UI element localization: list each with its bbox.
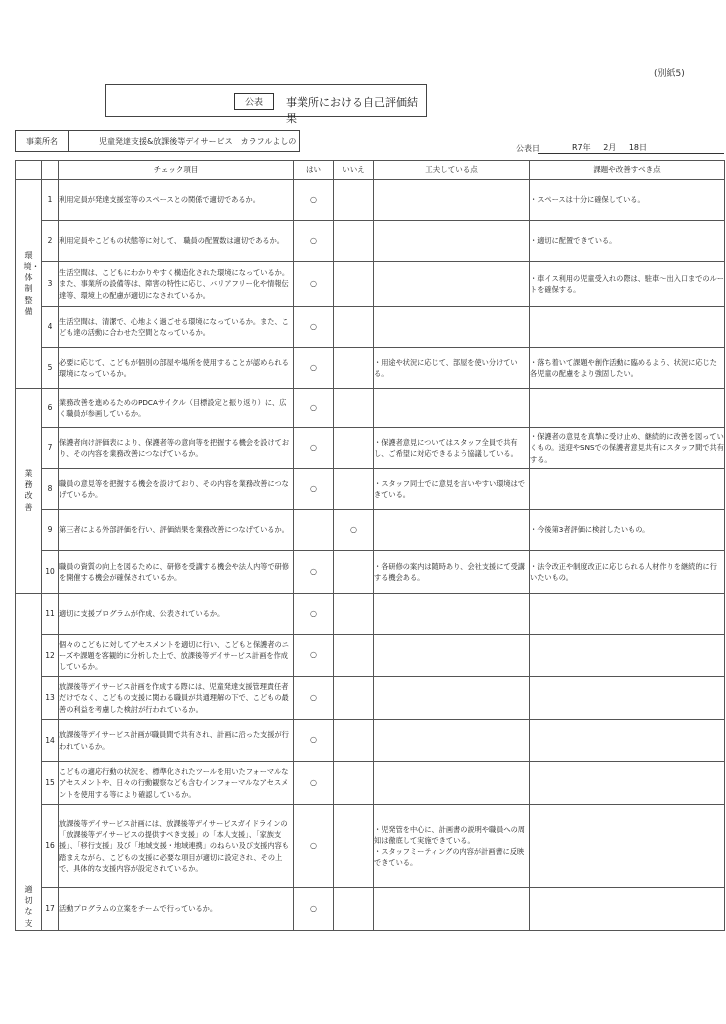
idea-note: ・保護者意見についてはスタッフ全員で共有し、ご希望に対応できるよう協議している。: [374, 428, 530, 469]
no-mark: [334, 762, 374, 805]
publication-date: [538, 142, 724, 154]
evaluation-table: [15, 160, 725, 931]
issue-note: ・適切に配置できている。: [530, 221, 725, 262]
idea-note: [374, 762, 530, 805]
check-item: 職員の意見等を把握する機会を設けており、その内容を業務改善につなげているか。: [59, 469, 294, 510]
yes-mark: ○: [294, 888, 334, 931]
yes-mark: ○: [294, 594, 334, 635]
issue-note: ・車イス利用の児童受入れの際は、駐車～出入口までのルートを確保する。: [530, 262, 725, 307]
no-mark: [334, 307, 374, 348]
row-number: 15: [42, 762, 59, 805]
check-item: 利用定員やこどもの状態等に対して、 職員の配置数は適切であるか。: [59, 221, 294, 262]
no-mark: [334, 428, 374, 469]
idea-note: [374, 677, 530, 720]
row-number: 14: [42, 720, 59, 762]
yes-mark: ○: [294, 428, 334, 469]
table-row: [16, 307, 725, 348]
form-id: (別紙5): [654, 69, 685, 79]
no-mark: [334, 469, 374, 510]
issue-note: [530, 720, 725, 762]
issue-note: [530, 389, 725, 428]
table-row: [16, 551, 725, 594]
publication-year: R7年: [572, 143, 591, 152]
no-mark: [334, 180, 374, 221]
yes-mark: ○: [294, 389, 334, 428]
publication-month: 2月: [603, 143, 617, 152]
idea-note: [374, 888, 530, 931]
issue-note: ・保護者の意見を真摯に受け止め、継続的に改善を図っていくもの。送迎やSNSでの保護者意見共有にスタッフ間で共有する。: [530, 428, 725, 469]
table-row: [16, 469, 725, 510]
issue-note: [530, 677, 725, 720]
section-label: 環境・体制整備: [23, 250, 40, 316]
table-row: [16, 888, 725, 931]
no-mark: [334, 262, 374, 307]
table-row: [16, 180, 725, 221]
check-item: 業務改善を進めるためのPDCAサイクル（目標設定と振り返り）に、広く職員が参画しているか。: [59, 389, 294, 428]
publication-badge: 公表: [234, 93, 274, 110]
publication-day: 18日: [628, 143, 648, 152]
yes-mark: ○: [294, 262, 334, 307]
check-item: 放課後等デイサービス計画には、放課後等デイサービスガイドラインの「放課後等デイサービスの提供すべき支援」の「本人支援」、「家族支援」、「移行支援」及び「地域支援・地域連携」のねらい及び支援内容も踏まえながら、こどもの支援に必要な項目が適切に設定され、その上で、具体的な支援内容が設定されているか。: [59, 805, 294, 888]
table-row: [16, 762, 725, 805]
no-mark: [334, 348, 374, 389]
row-number: 13: [42, 677, 59, 720]
yes-mark: ○: [294, 307, 334, 348]
issue-note: [530, 805, 725, 888]
row-number: 16: [42, 805, 59, 888]
issue-note: [530, 635, 725, 677]
yes-mark: [294, 510, 334, 551]
idea-note: ・用途や状況に応じて、部屋を使い分けている。: [374, 348, 530, 389]
no-mark: [334, 805, 374, 888]
yes-mark: ○: [294, 677, 334, 720]
header-section: [16, 161, 42, 180]
issue-note: [530, 762, 725, 805]
no-mark: [334, 888, 374, 931]
table-row: [16, 720, 725, 762]
yes-mark: ○: [294, 551, 334, 594]
check-item: 放課後等デイサービス計画が職員間で共有され、計画に沿った支援が行われているか。: [59, 720, 294, 762]
issue-note: ・落ち着いて課題や創作活動に臨めるよう、状況に応じた各児童の配慮をより強固したい。: [530, 348, 725, 389]
table-row: [16, 389, 725, 428]
check-item: 個々のこどもに対してアセスメントを適切に行い、こどもと保護者のニーズや課題を客観的に分析した上で、放課後等デイサービス計画を作成しているか。: [59, 635, 294, 677]
check-item: 必要に応じて、こどもが個別の部屋や場所を使用することが認められる環境になっているか。: [59, 348, 294, 389]
header-issues: 課題や改善すべき点: [530, 161, 725, 180]
publication-date-label: 公表日: [516, 144, 540, 153]
no-mark: [334, 635, 374, 677]
section-business-improvement: [16, 389, 42, 594]
no-mark: ○: [334, 510, 374, 551]
section-appropriate-support: [16, 594, 42, 931]
row-number: 17: [42, 888, 59, 931]
idea-note: ・スタッフ同士でに意見を言いやすい環境はできている。: [374, 469, 530, 510]
row-number: 12: [42, 635, 59, 677]
section-label: 適切な支: [24, 885, 33, 928]
table-row: [16, 805, 725, 888]
office-label: 事業所名: [16, 131, 69, 151]
check-item: 保護者向け評価表により、保護者等の意向等を把握する機会を設けており、その内容を業務改善につなげているか。: [59, 428, 294, 469]
check-item: 生活空間は、こどもにわかりやすく構造化された環境になっているか。また、事業所の設備等は、障害の特性に応じ、バリアフリー化や情報伝達等、環境上の配慮が適切になされているか。: [59, 262, 294, 307]
yes-mark: ○: [294, 221, 334, 262]
check-item: 生活空間は、清潔で、心地よく過ごせる環境になっているか。また、こども達の活動に合わせた空間となっているか。: [59, 307, 294, 348]
yes-mark: ○: [294, 720, 334, 762]
table-row: [16, 428, 725, 469]
no-mark: [334, 720, 374, 762]
issue-note: ・法令改正や制度改正に応じられる人材作りを継続的に行いたいもの。: [530, 551, 725, 594]
idea-note: [374, 180, 530, 221]
table-row: [16, 677, 725, 720]
issue-note: [530, 888, 725, 931]
check-item: こどもの適応行動の状況を、標準化されたツールを用いたフォーマルなアセスメントや、日々の行動観察なども含むインフォーマルなアセスメントを使用する等により確認しているか。: [59, 762, 294, 805]
row-number: 3: [42, 262, 59, 307]
row-number: 4: [42, 307, 59, 348]
row-number: 9: [42, 510, 59, 551]
table-row: [16, 348, 725, 389]
issue-note: [530, 594, 725, 635]
issue-note: ・スペースは十分に確保している。: [530, 180, 725, 221]
no-mark: [334, 389, 374, 428]
yes-mark: ○: [294, 348, 334, 389]
row-number: 10: [42, 551, 59, 594]
table-header-row: [16, 161, 725, 180]
yes-mark: ○: [294, 762, 334, 805]
idea-note: [374, 389, 530, 428]
row-number: 2: [42, 221, 59, 262]
idea-note: [374, 221, 530, 262]
row-number: 5: [42, 348, 59, 389]
header-number: [42, 161, 59, 180]
section-environment: [16, 180, 42, 389]
issue-note: [530, 469, 725, 510]
check-item: 第三者による外部評価を行い、評価結果を業務改善につなげているか。: [59, 510, 294, 551]
idea-note: ・児発管を中心に、計画書の説明や職員への周知は徹底して実施できている。 ・スタッフミーティングの内容が計画書に反映できている。: [374, 805, 530, 888]
row-number: 11: [42, 594, 59, 635]
row-number: 7: [42, 428, 59, 469]
title-box: [105, 84, 427, 125]
table-row: [16, 635, 725, 677]
section-label: 業務改善: [24, 469, 33, 512]
check-item: 放課後等デイサービス計画を作成する際には、児童発達支援管理責任者だけでなく、こどもの支援に関わる職員が共通理解の下で、こどもの最善の利益を考慮した検討が行われているか。: [59, 677, 294, 720]
header-yes: はい: [294, 161, 334, 180]
row-number: 6: [42, 389, 59, 428]
no-mark: [334, 221, 374, 262]
no-mark: [334, 594, 374, 635]
table-row: [16, 594, 725, 635]
issue-note: ・今後第3者評価に検討したいもの。: [530, 510, 725, 551]
table-row: [16, 510, 725, 551]
page-title: 事業所における自己評価結果: [286, 96, 418, 125]
header-check-item: チェック項目: [59, 161, 294, 180]
table-row: [16, 262, 725, 307]
no-mark: [334, 677, 374, 720]
yes-mark: ○: [294, 635, 334, 677]
idea-note: [374, 635, 530, 677]
idea-note: [374, 510, 530, 551]
issue-note: [530, 307, 725, 348]
check-item: 活動プログラムの立案をチームで行っているか。: [59, 888, 294, 931]
idea-note: ・各研修の案内は随時あり、会社支援にて受講する機会ある。: [374, 551, 530, 594]
idea-note: [374, 594, 530, 635]
check-item: 利用定員が発達支援室等のスペースとの関係で適切であるか。: [59, 180, 294, 221]
idea-note: [374, 262, 530, 307]
no-mark: [334, 551, 374, 594]
yes-mark: ○: [294, 180, 334, 221]
row-number: 8: [42, 469, 59, 510]
office-box: [15, 130, 300, 152]
check-item: 適切に支援プログラムが作成、公表されているか。: [59, 594, 294, 635]
idea-note: [374, 720, 530, 762]
yes-mark: ○: [294, 805, 334, 888]
row-number: 1: [42, 180, 59, 221]
header-ideas: 工夫している点: [374, 161, 530, 180]
check-item: 職員の資質の向上を図るために、研修を受講する機会や法人内等で研修を開催する機会が確保されているか。: [59, 551, 294, 594]
header-no: いいえ: [334, 161, 374, 180]
office-name: 児童発達支援&放課後等デイサービス カラフルよしの: [99, 136, 297, 146]
yes-mark: ○: [294, 469, 334, 510]
table-row: [16, 221, 725, 262]
idea-note: [374, 307, 530, 348]
